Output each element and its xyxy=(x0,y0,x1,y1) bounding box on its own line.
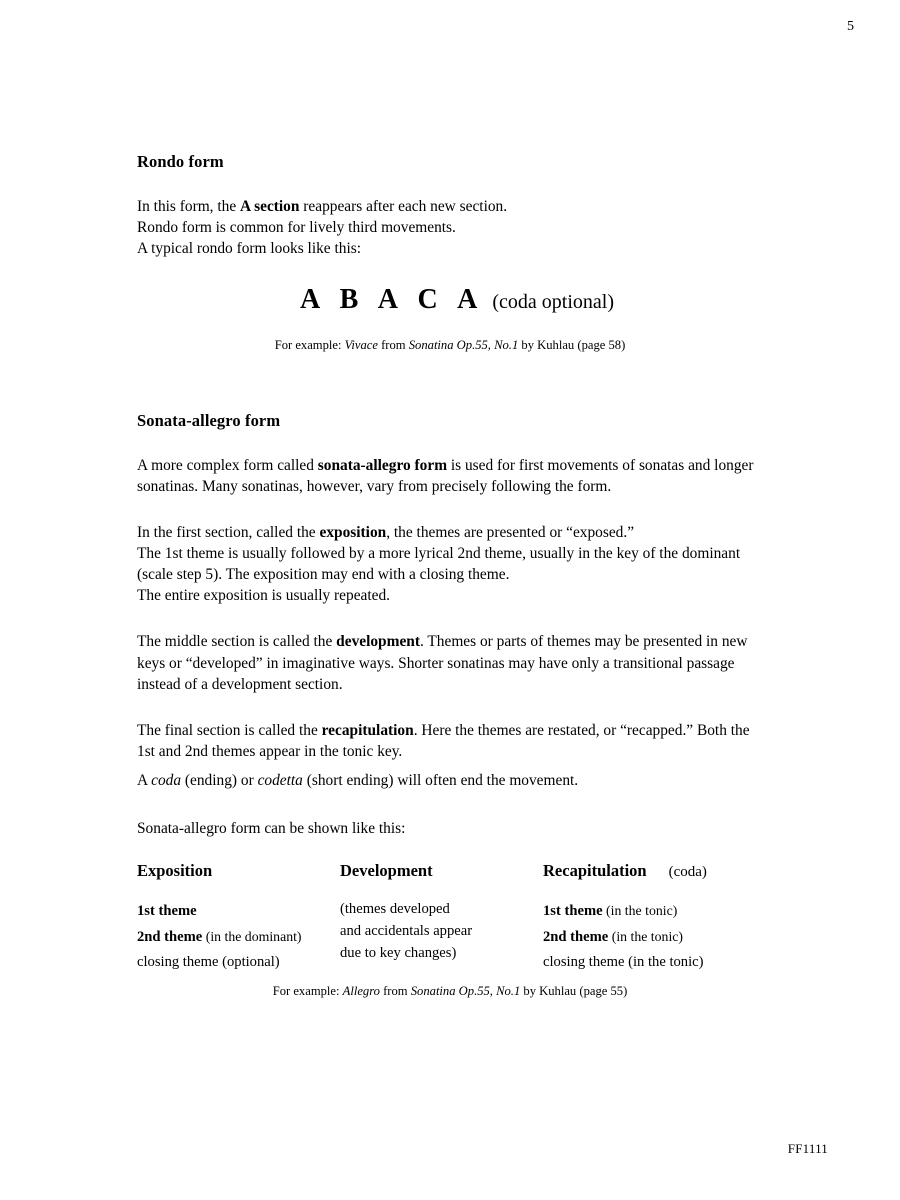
rondo-example-caption xyxy=(137,337,763,353)
chart-row-note: (in the tonic) xyxy=(608,928,683,944)
chart-row-term: 2nd theme xyxy=(543,928,609,945)
sonata-intro-suffix: is used for first movements of sonatas and longer sonatinas. Many sonatinas, however, vary from precisely following the form. xyxy=(137,457,754,496)
recap-prefix: The final section is called the xyxy=(137,721,322,739)
caption-prefix: For example: xyxy=(272,983,343,998)
chart-row-term: 2nd theme xyxy=(137,928,203,945)
rondo-line2: Rondo form is common for lively third movements. xyxy=(137,219,456,236)
chart-row-note: closing theme (optional) xyxy=(137,953,280,970)
chart-row-note: (in the dominant) xyxy=(202,928,302,944)
chart-row xyxy=(137,898,337,924)
page-number: 5 xyxy=(847,19,854,34)
sonata-intro-prefix: A more complex form called xyxy=(137,457,318,475)
chart-row xyxy=(340,920,538,942)
rondo-description xyxy=(137,196,763,260)
chart-row xyxy=(137,924,337,950)
chart-column-recapitulation xyxy=(543,861,763,975)
chart-row xyxy=(543,924,763,950)
recapitulation-paragraph xyxy=(137,720,763,762)
chart-row-note: (themes developed xyxy=(340,900,450,917)
sonata-intro-bold: sonata-allegro form xyxy=(317,457,448,475)
caption-suffix: by Kuhlau (page 55) xyxy=(520,983,628,998)
heading-rondo-form: Rondo form xyxy=(137,152,224,171)
chart-rows-exposition xyxy=(137,898,337,975)
chart-row-note: and accidentals appear xyxy=(340,922,473,939)
coda-term: coda xyxy=(151,772,182,790)
caption-piece-title: Allegro xyxy=(342,983,380,998)
chart-lead-in: Sonata-allegro form can be shown like this: xyxy=(137,819,406,837)
chart-column-development xyxy=(340,861,538,964)
chart-row xyxy=(340,898,538,920)
caption-work-title: Sonatina Op.55, No.1 xyxy=(410,983,521,998)
rondo-form-diagram xyxy=(137,283,763,317)
chart-heading-exposition xyxy=(137,861,337,881)
exposition-line2: The 1st theme is usually followed by a more lyrical 2nd theme, usually in the key of the dominant (scale step 5). The exposition may end with a closing theme. xyxy=(137,544,741,583)
development-bold: development xyxy=(336,633,420,651)
coda-mid: (ending) or xyxy=(181,772,258,790)
recap-bold: recapitulation xyxy=(321,721,414,739)
rondo-line3: A typical rondo form looks like this: xyxy=(137,240,361,258)
exposition-prefix: In the first section, called the xyxy=(137,523,320,541)
rondo-line1-prefix: In this form, the xyxy=(137,197,241,215)
chart-row-note: (in the tonic) xyxy=(602,902,678,918)
chart-heading-development xyxy=(340,861,538,881)
chart-row xyxy=(340,942,538,964)
caption-piece-title: Vivace xyxy=(344,338,378,352)
rondo-form-letters: A B A C A xyxy=(299,284,485,316)
chart-row xyxy=(543,950,763,975)
chart-rows-recapitulation xyxy=(543,898,763,975)
chart-heading-exposition-label: Exposition xyxy=(137,860,213,880)
caption-suffix: by Kuhlau (page 58) xyxy=(518,338,626,352)
chart-row-note: closing theme (in the tonic) xyxy=(543,953,704,970)
caption-mid: from xyxy=(377,338,409,352)
exposition-paragraph xyxy=(137,522,763,607)
heading-sonata-allegro-form: Sonata-allegro form xyxy=(137,411,281,431)
codetta-term: codetta xyxy=(257,772,303,790)
chart-row xyxy=(137,950,337,975)
coda-paragraph xyxy=(137,770,763,791)
coda-suffix: (short ending) will often end the movement. xyxy=(302,772,579,790)
caption-work-title: Sonatina Op.55, No.1 xyxy=(408,338,519,352)
page-content xyxy=(137,152,763,999)
chart-row xyxy=(543,898,763,924)
chart-heading-recapitulation xyxy=(543,861,763,881)
chart-rows-development xyxy=(340,898,538,964)
development-prefix: The middle section is called the xyxy=(137,633,337,651)
sonata-example-caption xyxy=(137,983,763,999)
chart-column-exposition xyxy=(137,861,337,975)
recap-suffix: . Here the themes are restated, or “recapped.” Both the 1st and 2nd themes appear in the tonic key. xyxy=(137,721,750,761)
exposition-suffix: , the themes are presented or “exposed.” xyxy=(386,523,635,541)
caption-mid: from xyxy=(379,983,411,998)
chart-heading-coda-note: (coda) xyxy=(668,863,707,880)
chart-heading-development-label: Development xyxy=(340,860,433,880)
chart-heading-recapitulation-label: Recapitulation xyxy=(543,860,647,880)
chart-row-term: 1st theme xyxy=(137,902,197,919)
development-suffix: . Themes or parts of themes may be presented in new keys or “developed” in imaginative ways. Shorter sonatinas may have only a transitional passage instead of a development section. xyxy=(137,633,748,693)
caption-prefix: For example: xyxy=(274,338,345,352)
sonata-intro-paragraph xyxy=(137,455,763,497)
development-paragraph xyxy=(137,631,763,695)
footer-code: FF1111 xyxy=(787,1141,828,1156)
coda-prefix: A xyxy=(137,772,152,790)
sonata-form-chart xyxy=(137,861,763,969)
exposition-line3: The entire exposition is usually repeated. xyxy=(137,587,391,605)
rondo-line1-bold: A section xyxy=(240,197,300,215)
rondo-coda-note: (coda optional) xyxy=(492,291,614,314)
chart-row-term: 1st theme xyxy=(543,902,603,919)
rondo-line1-suffix: reappears after each new section. xyxy=(299,197,508,215)
chart-row-note: due to key changes) xyxy=(340,944,457,961)
exposition-bold: exposition xyxy=(319,523,387,541)
